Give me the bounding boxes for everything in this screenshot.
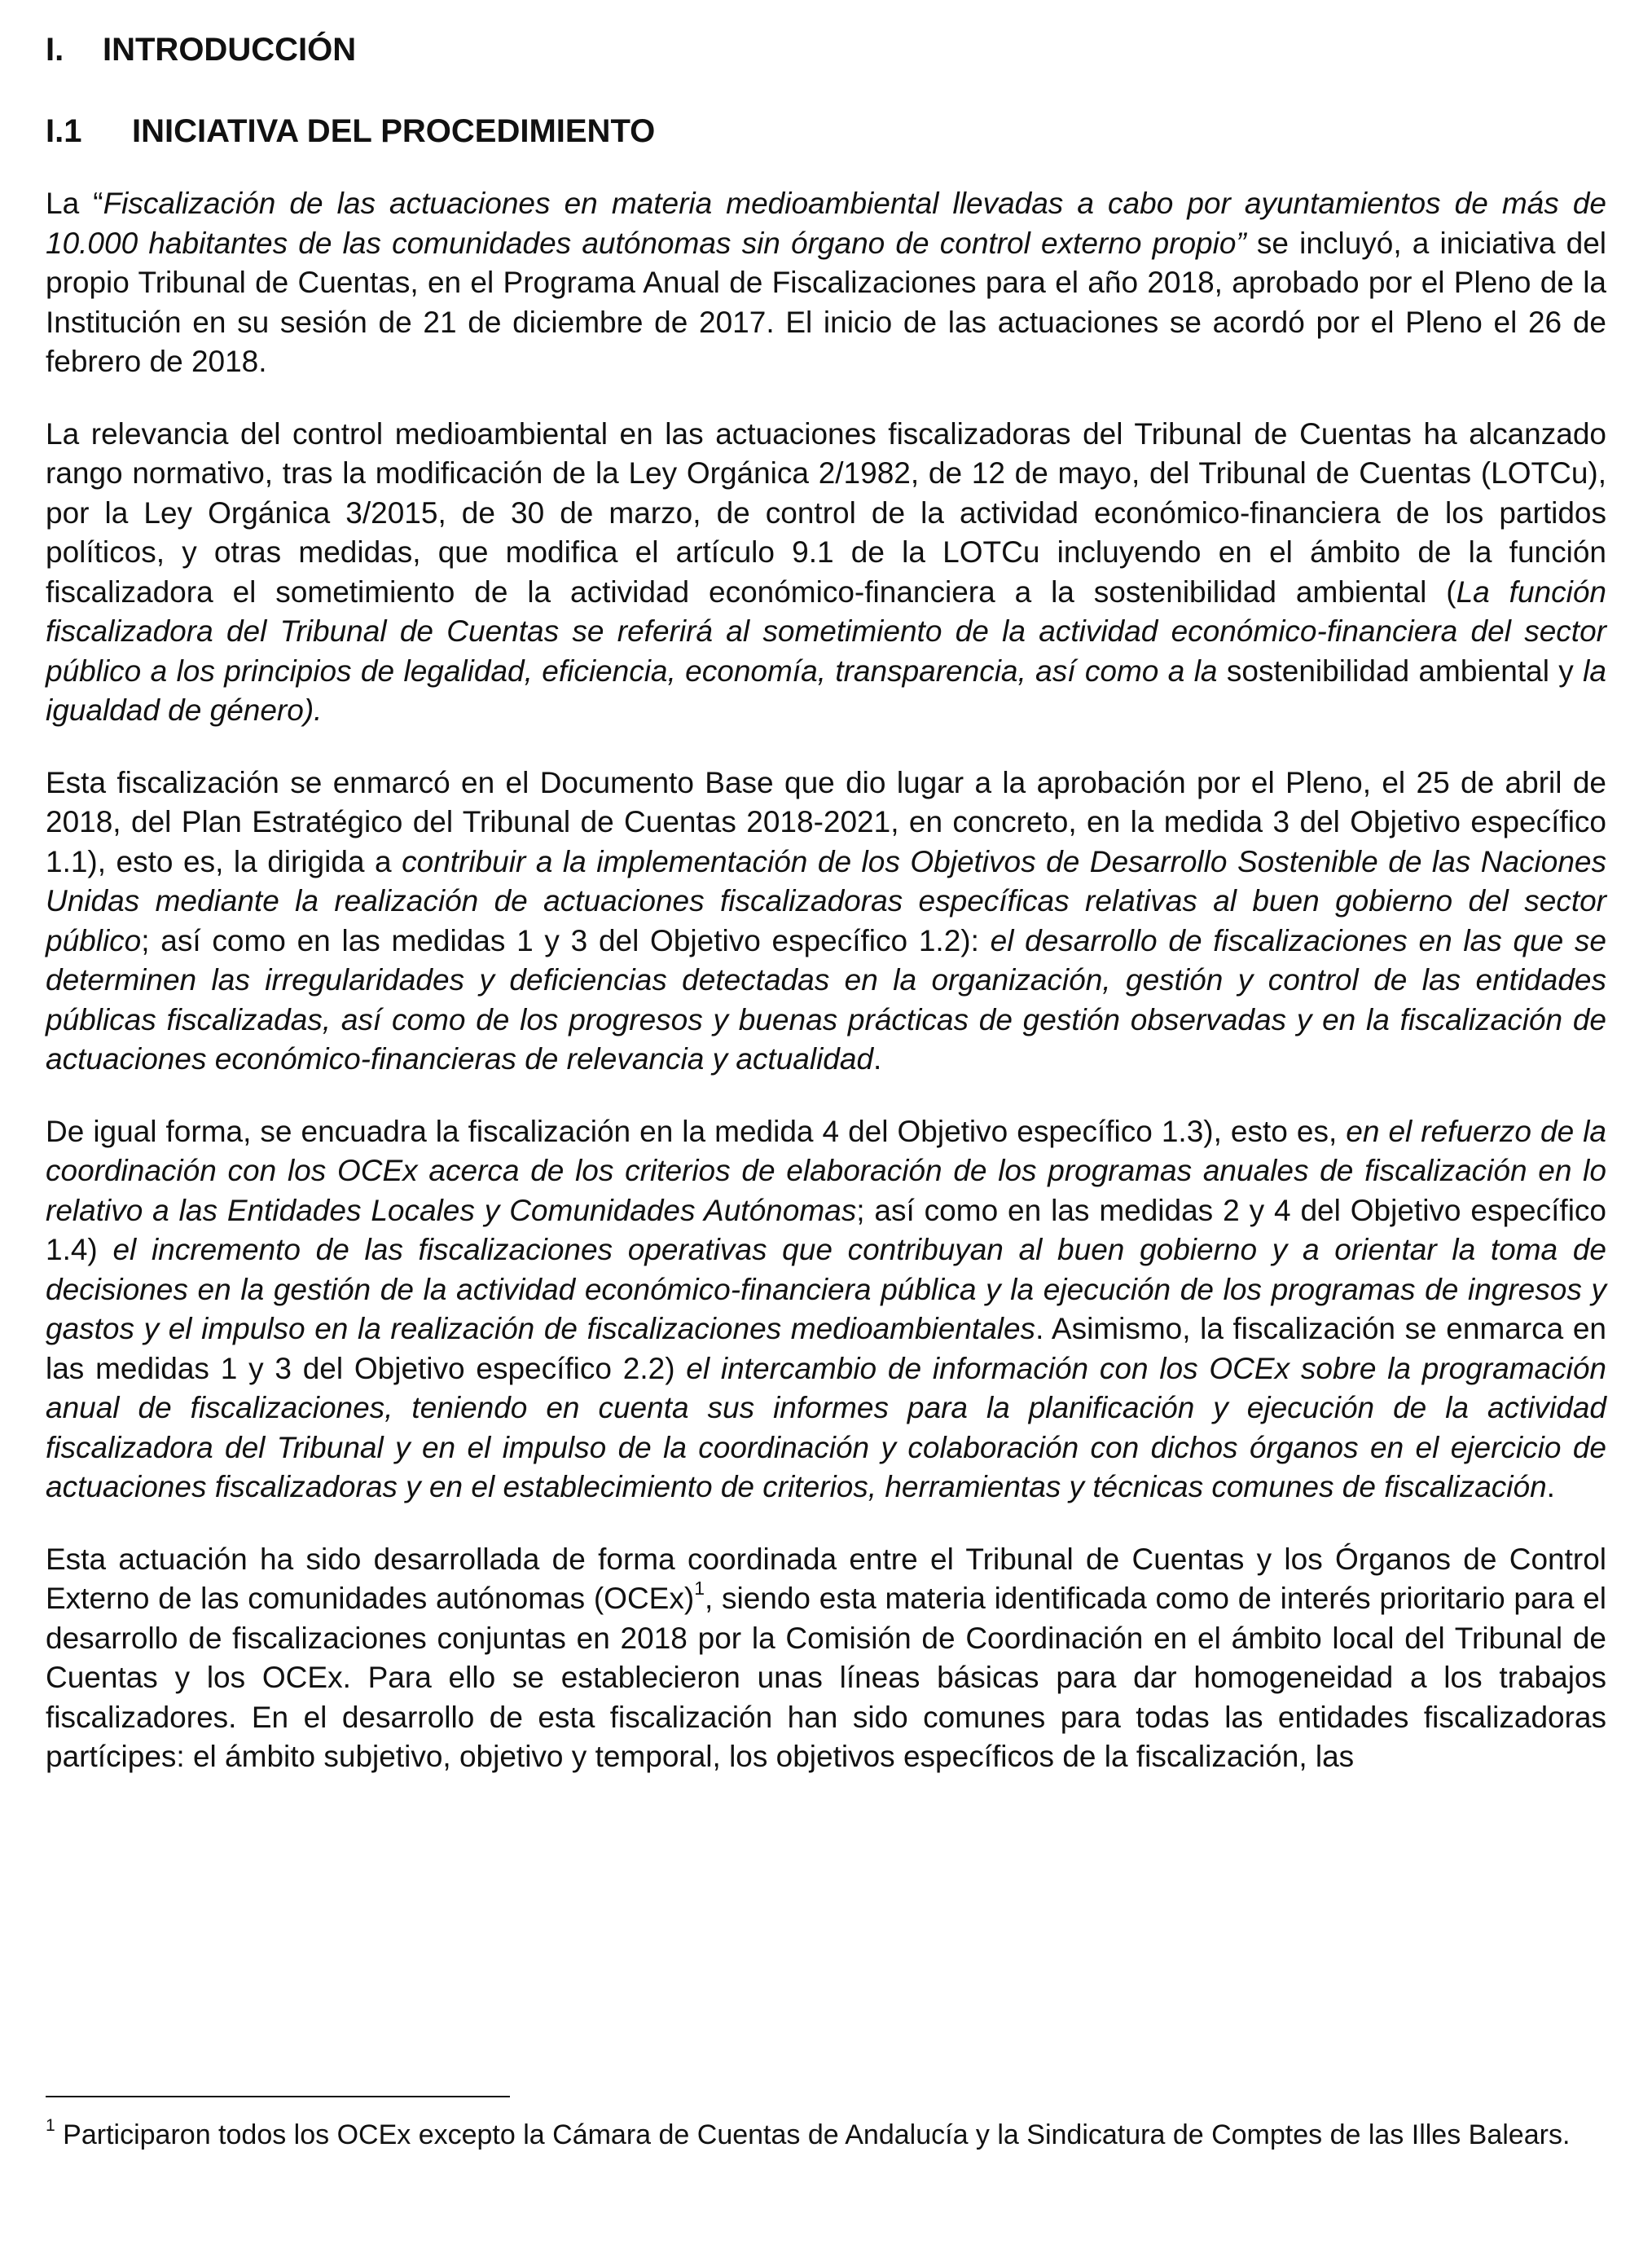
text-run: se incluyó, a iniciativa del propio Tribunal de Cuentas, en el Programa Anual de Fiscalizaciones para el año 2018, aprobado por el Pleno de la Institución en su sesión de 21 de diciembre de 2017. El inicio de las actuaciones se acordó por el Pleno el 26 de febrero de 2018. (46, 226, 1606, 378)
subsection-title: INICIATIVA DEL PROCEDIMIENTO (132, 113, 656, 149)
paragraph-5 (46, 1540, 1606, 1777)
footnote-text: Participaron todos los OCEx excepto la Cámara de Cuentas de Andalucía y la Sindicatura de Comptes de las Illes Balears. (55, 2119, 1571, 2150)
document-page (46, 24, 1606, 1777)
paragraph-4 (46, 1112, 1606, 1507)
text-run: La relevancia del control medioambiental en las actuaciones fiscalizadoras del Tribunal de Cuentas ha alcanzado rango normativo, tras la modificación de la Ley Orgánica 2/1982, de 12 de mayo, del Tribunal de Cuentas (LOTCu), por la Ley Orgánica 3/2015, de 30 de marzo, de control de la actividad económico-financiera de los partidos políticos, y otras medidas, que modifica el artículo 9.1 de la LOTCu incluyendo en el ámbito de la función fiscalizadora el sometimiento de la actividad económico-financiera a la sostenibilidad ambiental ( (46, 416, 1606, 609)
text-run-italic: la igualdad de género). (46, 654, 1606, 727)
text-run-italic: en el refuerzo de la coordinación con los OCEx acerca de los criterios de elaboración de los programas anuales de fiscalización en lo relativo a las Entidades Locales y Comunidades Autónomas (46, 1114, 1606, 1227)
text-run-italic: Fiscalización de las actuaciones en materia medioambiental llevadas a cabo por ayuntamientos de más de 10.000 habitantes de las comunidades autónomas sin órgano de control externo propio” (46, 187, 1606, 260)
text-run-italic: el incremento de las fiscalizaciones operativas que contribuyan al buen gobierno y a orientar la toma de decisiones en la gestión de la actividad económico-financiera pública y la ejecución de los programas de ingresos y gastos y el impulso en la realización de fiscalizaciones medioambientales (46, 1233, 1606, 1345)
text-run-italic: contribuir a la implementación de los Objetivos de Desarrollo Sostenible de las Naciones Unidas mediante la realización de actuaciones fiscalizadoras específicas relativas al buen gobierno del sector público (46, 844, 1606, 957)
text-run: ; así como en las medidas 1 y 3 del Objetivo específico 1.2): (141, 923, 991, 957)
footnote (46, 2117, 1606, 2153)
footnote-marker: 1 (46, 2116, 55, 2136)
text-run: , siendo esta materia identificada como de interés prioritario para el desarrollo de fiscalizaciones conjuntas en 2018 por la Comisión de Coordinación en el ámbito local del Tribunal de Cuentas y los OCEx. Para ello se establecieron unas líneas básicas para dar homogeneidad a los trabajos fiscalizadores. En el desarrollo de esta fiscalización han sido comunes para todas las entidades fiscalizadoras partícipes: el ámbito subjetivo, objetivo y temporal, los objetivos específicos de la fiscalización, las (46, 1582, 1606, 1773)
footnote-separator (46, 2096, 510, 2097)
text-run: sostenibilidad ambiental y (1217, 654, 1584, 688)
section-number: I. (46, 32, 64, 68)
paragraph-3 (46, 764, 1606, 1080)
text-run-italic: La función fiscalizadora del Tribunal de Cuentas se referirá al sometimiento de la actividad económico-financiera del sector público a los principios de legalidad, eficiencia, economía, transparencia, así como a la (46, 574, 1606, 688)
subsection-heading (46, 109, 1606, 153)
text-run-italic: el intercambio de información con los OCEx sobre la programación anual de fiscalizaciones, teniendo en cuenta sus informes para la planificación y ejecución de la actividad fiscalizadora del Tribunal y en el impulso de la coordinación y colaboración con dichos órganos en el ejercicio de actuaciones fiscalizadoras y en el establecimiento de criterios, herramientas y técnicas comunes de fiscalización (46, 1351, 1606, 1503)
text-run: ; así como en las medidas 2 y 4 del Objetivo específico 1.4) (46, 1193, 1606, 1266)
text-run: De igual forma, se encuadra la fiscalización en la medida 4 del Objetivo específico 1.3), esto es, (46, 1114, 1347, 1148)
text-run: . (873, 1042, 882, 1076)
text-run: . Asimismo, la fiscalización se enmarca en las medidas 1 y 3 del Objetivo específico 2.2) (46, 1312, 1606, 1385)
text-run-italic: el desarrollo de fiscalizaciones en las que se determinen las irregularidades y deficiencias detectadas en la organización, gestión y control de las entidades públicas fiscalizadas, así como de los progresos y buenas prácticas de gestión observadas y en la fiscalización de actuaciones económico-financieras de relevancia y actualidad (46, 923, 1606, 1076)
section-heading (46, 28, 1606, 72)
text-run: Esta actuación ha sido desarrollada de forma coordinada entre el Tribunal de Cuentas y los Órganos de Control Externo de las comunidades autónomas (OCEx) (46, 1542, 1606, 1615)
section-title: INTRODUCCIÓN (103, 32, 357, 68)
paragraph-2 (46, 415, 1606, 731)
text-run: Esta fiscalización se enmarcó en el Documento Base que dio lugar a la aprobación por el Pleno, el 25 de abril de 2018, del Plan Estratégico del Tribunal de Cuentas 2018-2021, en concreto, en la medida 3 del Objetivo específico 1.1), esto es, la dirigida a (46, 765, 1606, 878)
text-run: La “ (46, 187, 103, 220)
subsection-number: I.1 (46, 113, 82, 149)
paragraph-1 (46, 184, 1606, 382)
footnote-reference: 1 (694, 1577, 705, 1599)
text-run: . (1546, 1470, 1555, 1503)
